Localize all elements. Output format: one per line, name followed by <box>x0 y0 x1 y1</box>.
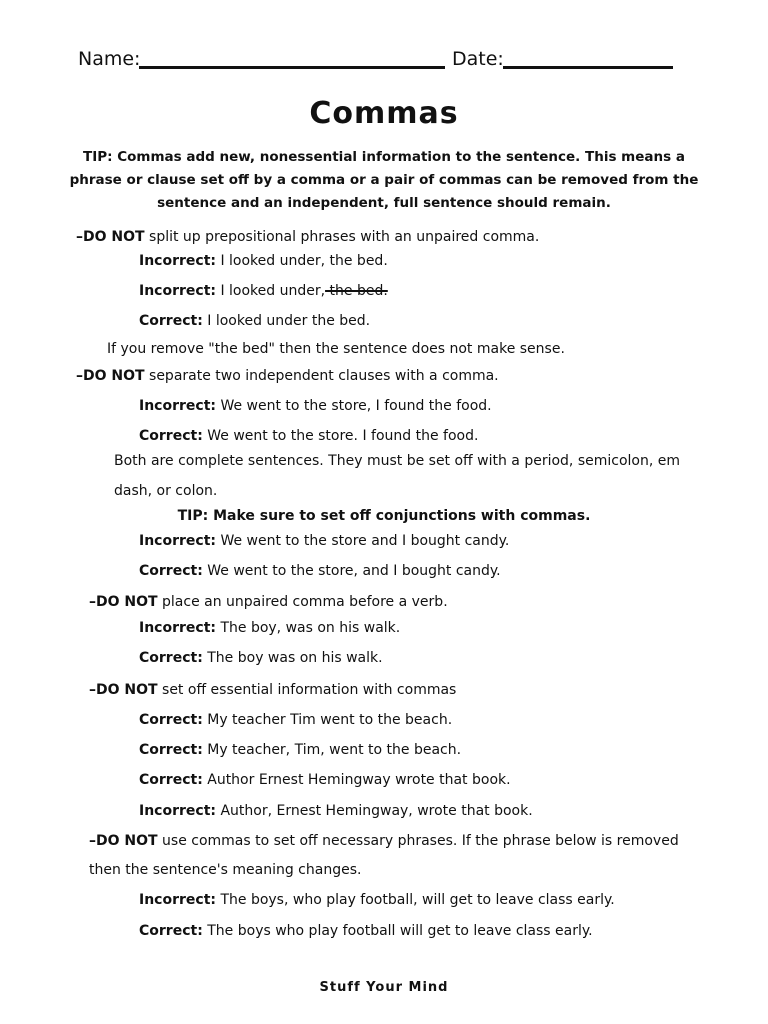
example-label: Correct: <box>139 742 203 758</box>
page-title: Commas <box>309 96 459 131</box>
rule-text: split up prepositional phrases with an unpaired comma. <box>144 229 540 245</box>
example-text: The boy was on his walk. <box>202 650 383 666</box>
example-text: We went to the store, I found the food. <box>216 398 492 414</box>
example-text: We went to the store, and I bought candy. <box>202 563 501 579</box>
example-item <box>139 313 370 329</box>
do-not-label: –DO NOT <box>89 682 158 698</box>
tip-conjunctions: TIP: Make sure to set off conjunctions with commas. <box>177 508 591 524</box>
rule-text: separate two independent clauses with a comma. <box>144 368 499 384</box>
example-label: Correct: <box>139 772 203 788</box>
rule-5 <box>89 833 679 849</box>
example-text: The boys who play football will get to leave class early. <box>202 923 593 939</box>
example-label: Incorrect: <box>139 253 216 269</box>
example-label: Incorrect: <box>139 283 216 299</box>
example-label: Correct: <box>139 313 203 329</box>
example-item <box>139 892 615 908</box>
example-item <box>139 620 400 636</box>
rule-text: place an unpaired comma before a verb. <box>157 594 448 610</box>
example-item <box>139 398 492 414</box>
footer-brand: Stuff Your Mind <box>319 980 449 995</box>
example-item <box>139 742 461 758</box>
example-text: We went to the store. I found the food. <box>202 428 479 444</box>
example-item <box>139 650 383 666</box>
example-text: The boy, was on his walk. <box>216 620 401 636</box>
do-not-label: –DO NOT <box>76 229 145 245</box>
example-label: Incorrect: <box>139 620 216 636</box>
rule-4 <box>89 682 456 698</box>
example-text: I looked under, <box>216 283 326 299</box>
tip-intro: TIP: Commas add new, nonessential information to the sentence. This means a phrase or clause set off by a comma or a pair of commas can be removed from the sentence and an independent, full sentence should remain. <box>69 149 699 211</box>
example-item <box>139 428 478 444</box>
date-field[interactable] <box>503 66 673 69</box>
example-label: Correct: <box>139 563 203 579</box>
example-label: Correct: <box>139 712 203 728</box>
example-label: Incorrect: <box>139 803 216 819</box>
rule-3 <box>89 594 448 610</box>
example-text: My teacher Tim went to the beach. <box>202 712 453 728</box>
rule-1 <box>76 229 539 245</box>
example-item <box>139 253 388 269</box>
name-field[interactable] <box>139 66 445 69</box>
name-label: Name: <box>78 48 141 70</box>
example-text: We went to the store and I bought candy. <box>216 533 510 549</box>
example-item <box>139 803 533 819</box>
do-not-label: –DO NOT <box>76 368 145 384</box>
example-label: Incorrect: <box>139 533 216 549</box>
rule-text: use commas to set off necessary phrases. If the phrase below is removed <box>157 833 679 849</box>
example-item <box>139 563 501 579</box>
explanation-note: If you remove "the bed" then the sentence does not make sense. <box>107 341 565 357</box>
do-not-label: –DO NOT <box>89 594 158 610</box>
explanation-note: dash, or colon. <box>114 483 218 499</box>
rule-5-continued: then the sentence's meaning changes. <box>89 862 362 878</box>
example-text: I looked under, the bed. <box>216 253 388 269</box>
struck-text: the bed. <box>325 283 388 299</box>
example-text: The boys, who play football, will get to leave class early. <box>216 892 615 908</box>
example-text: Author, Ernest Hemingway, wrote that book. <box>216 803 533 819</box>
example-label: Correct: <box>139 650 203 666</box>
example-label: Correct: <box>139 428 203 444</box>
example-label: Incorrect: <box>139 398 216 414</box>
example-item <box>139 772 511 788</box>
do-not-label: –DO NOT <box>89 833 158 849</box>
example-text: My teacher, Tim, went to the beach. <box>202 742 462 758</box>
example-item <box>139 712 452 728</box>
rule-2 <box>76 368 499 384</box>
example-item <box>139 533 509 549</box>
example-item <box>139 283 388 299</box>
example-text: I looked under the bed. <box>202 313 371 329</box>
example-item <box>139 923 593 939</box>
example-text: Author Ernest Hemingway wrote that book. <box>202 772 511 788</box>
date-label: Date: <box>452 48 504 70</box>
example-label: Correct: <box>139 923 203 939</box>
rule-text: set off essential information with commas <box>157 682 457 698</box>
example-label: Incorrect: <box>139 892 216 908</box>
explanation-note: Both are complete sentences. They must be set off with a period, semicolon, em <box>114 453 681 469</box>
